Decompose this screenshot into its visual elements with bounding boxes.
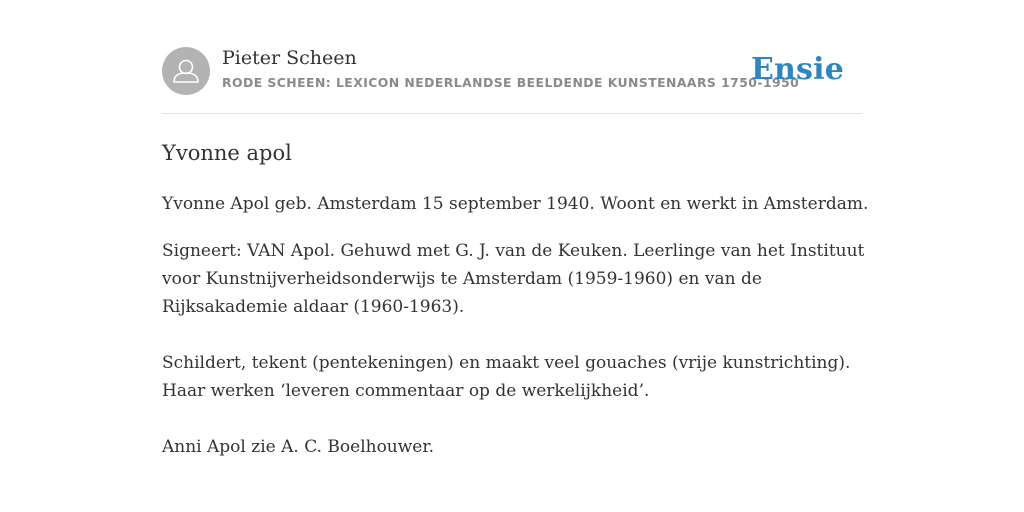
paragraph-line: Signeert: VAN Apol. Gehuwd met G. J. van de Keuken. Leerlinge van het Instituut <box>162 241 865 261</box>
article-paragraph-3 <box>162 349 862 405</box>
article-card <box>162 0 869 512</box>
author-name[interactable]: Pieter Scheen <box>222 47 357 69</box>
paragraph-line: voor Kunstnijverheidsonderwijs te Amsterdam (1959-1960) en van de <box>162 269 762 289</box>
paragraph-line: Yvonne Apol geb. Amsterdam 15 september 1940. Woont en werkt in Amsterdam. <box>162 194 869 214</box>
article-paragraph-2 <box>162 237 865 321</box>
paragraph-line: Rijksakademie aldaar (1960-1963). <box>162 297 465 317</box>
paragraph-line: Anni Apol zie A. C. Boelhouwer. <box>162 437 435 457</box>
article-title: Yvonne apol <box>162 141 292 165</box>
article-header <box>162 47 862 95</box>
article-paragraph-1 <box>162 190 869 218</box>
header-divider <box>162 113 862 114</box>
source-publication[interactable]: RODE SCHEEN: LEXICON NEDERLANDSE BEELDENDE KUNSTENAARS 1750-1950 <box>222 75 800 90</box>
paragraph-line: Schildert, tekent (pentekeningen) en maakt veel gouaches (vrije kunstrichting). <box>162 353 851 373</box>
user-icon <box>162 47 210 95</box>
ensie-logo[interactable]: Ensie <box>750 52 844 87</box>
article-paragraph-4 <box>162 433 862 461</box>
paragraph-line: Haar werken ‘leveren commentaar op de werkelijkheid’. <box>162 381 650 401</box>
author-avatar[interactable] <box>162 47 210 95</box>
